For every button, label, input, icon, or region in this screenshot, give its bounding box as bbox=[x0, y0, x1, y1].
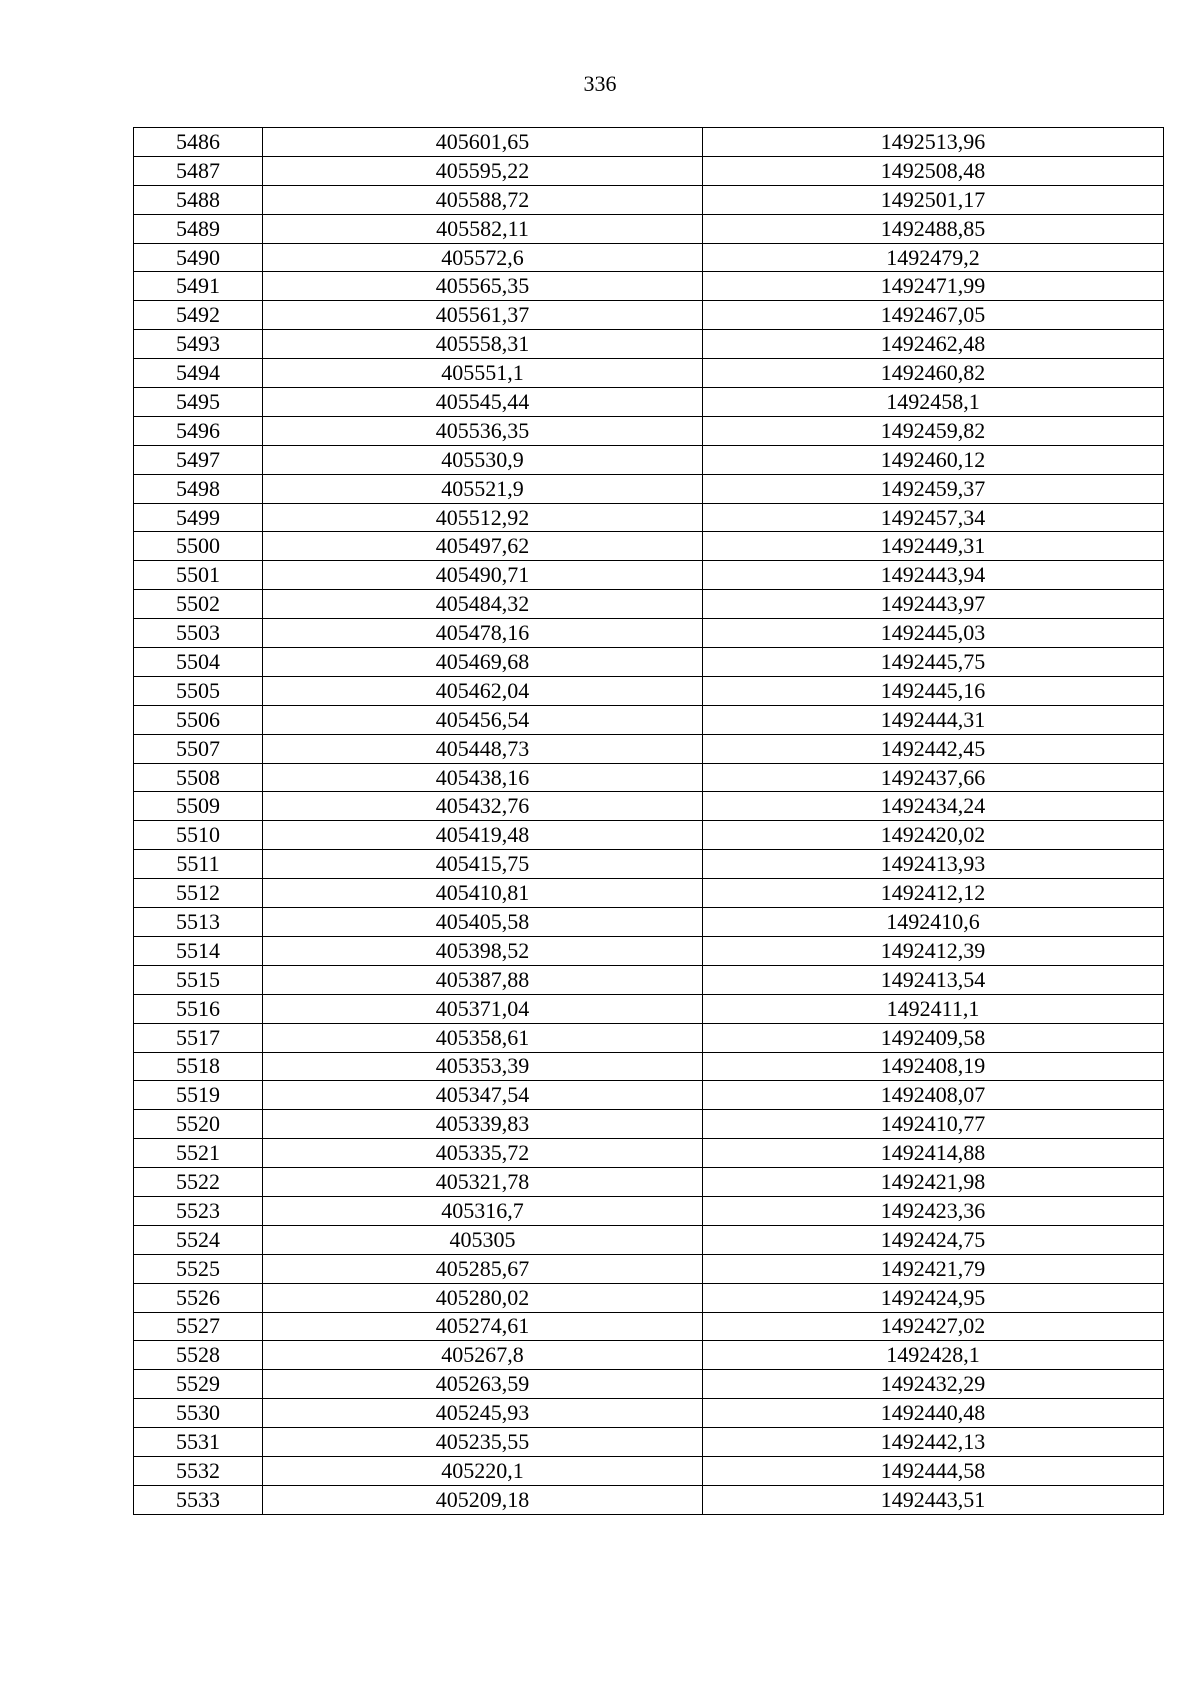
coordinate-y-cell: 1492408,07 bbox=[703, 1081, 1164, 1110]
table-row bbox=[134, 1110, 1164, 1139]
point-number-cell: 5502 bbox=[134, 590, 263, 619]
coordinate-x-cell: 405410,81 bbox=[263, 879, 703, 908]
point-number-cell: 5525 bbox=[134, 1254, 263, 1283]
point-number-cell: 5524 bbox=[134, 1225, 263, 1254]
coordinate-y-cell: 1492513,96 bbox=[703, 128, 1164, 157]
point-number-cell: 5490 bbox=[134, 243, 263, 272]
table-row bbox=[134, 272, 1164, 301]
point-number-cell: 5515 bbox=[134, 965, 263, 994]
coordinate-x-cell: 405490,71 bbox=[263, 561, 703, 590]
table-row bbox=[134, 965, 1164, 994]
coordinate-x-cell: 405595,22 bbox=[263, 156, 703, 185]
coordinate-x-cell: 405469,68 bbox=[263, 648, 703, 677]
coordinate-x-cell: 405536,35 bbox=[263, 416, 703, 445]
coordinate-x-cell: 405478,16 bbox=[263, 619, 703, 648]
point-number-cell: 5500 bbox=[134, 532, 263, 561]
table-row bbox=[134, 474, 1164, 503]
point-number-cell: 5508 bbox=[134, 763, 263, 792]
coordinate-y-cell: 1492479,2 bbox=[703, 243, 1164, 272]
coordinate-y-cell: 1492442,45 bbox=[703, 734, 1164, 763]
table-row bbox=[134, 619, 1164, 648]
coordinate-y-cell: 1492443,51 bbox=[703, 1485, 1164, 1514]
table-row bbox=[134, 156, 1164, 185]
point-number-cell: 5487 bbox=[134, 156, 263, 185]
point-number-cell: 5496 bbox=[134, 416, 263, 445]
table-row bbox=[134, 1456, 1164, 1485]
table-row bbox=[134, 1081, 1164, 1110]
table-row bbox=[134, 1052, 1164, 1081]
table-row bbox=[134, 330, 1164, 359]
point-number-cell: 5530 bbox=[134, 1399, 263, 1428]
coordinate-x-cell: 405235,55 bbox=[263, 1428, 703, 1457]
point-number-cell: 5504 bbox=[134, 648, 263, 677]
coordinate-y-cell: 1492440,48 bbox=[703, 1399, 1164, 1428]
point-number-cell: 5532 bbox=[134, 1456, 263, 1485]
coordinate-x-cell: 405438,16 bbox=[263, 763, 703, 792]
coordinate-y-cell: 1492462,48 bbox=[703, 330, 1164, 359]
table-row bbox=[134, 445, 1164, 474]
coordinate-x-cell: 405245,93 bbox=[263, 1399, 703, 1428]
coordinate-y-cell: 1492421,79 bbox=[703, 1254, 1164, 1283]
coordinate-x-cell: 405335,72 bbox=[263, 1139, 703, 1168]
coordinate-y-cell: 1492412,12 bbox=[703, 879, 1164, 908]
table-row bbox=[134, 763, 1164, 792]
coordinate-x-cell: 405316,7 bbox=[263, 1196, 703, 1225]
coordinate-x-cell: 405497,62 bbox=[263, 532, 703, 561]
point-number-cell: 5495 bbox=[134, 388, 263, 417]
coordinate-x-cell: 405601,65 bbox=[263, 128, 703, 157]
table-row bbox=[134, 388, 1164, 417]
coordinate-x-cell: 405339,83 bbox=[263, 1110, 703, 1139]
table-row bbox=[134, 1312, 1164, 1341]
point-number-cell: 5520 bbox=[134, 1110, 263, 1139]
point-number-cell: 5531 bbox=[134, 1428, 263, 1457]
coordinate-x-cell: 405432,76 bbox=[263, 792, 703, 821]
coordinate-x-cell: 405347,54 bbox=[263, 1081, 703, 1110]
point-number-cell: 5510 bbox=[134, 821, 263, 850]
table-row bbox=[134, 1428, 1164, 1457]
coordinate-y-cell: 1492459,82 bbox=[703, 416, 1164, 445]
table-row bbox=[134, 1168, 1164, 1197]
coordinate-x-cell: 405551,1 bbox=[263, 359, 703, 388]
coordinate-y-cell: 1492457,34 bbox=[703, 503, 1164, 532]
table-row bbox=[134, 936, 1164, 965]
table-row bbox=[134, 532, 1164, 561]
coordinate-y-cell: 1492445,16 bbox=[703, 676, 1164, 705]
table-row bbox=[134, 648, 1164, 677]
table-row bbox=[134, 590, 1164, 619]
point-number-cell: 5488 bbox=[134, 185, 263, 214]
coordinate-y-cell: 1492501,17 bbox=[703, 185, 1164, 214]
point-number-cell: 5526 bbox=[134, 1283, 263, 1312]
table-row bbox=[134, 503, 1164, 532]
point-number-cell: 5499 bbox=[134, 503, 263, 532]
coordinate-y-cell: 1492459,37 bbox=[703, 474, 1164, 503]
coordinate-x-cell: 405530,9 bbox=[263, 445, 703, 474]
point-number-cell: 5522 bbox=[134, 1168, 263, 1197]
coordinate-x-cell: 405565,35 bbox=[263, 272, 703, 301]
coordinate-y-cell: 1492443,94 bbox=[703, 561, 1164, 590]
point-number-cell: 5529 bbox=[134, 1370, 263, 1399]
table-row bbox=[134, 1341, 1164, 1370]
coordinate-x-cell: 405398,52 bbox=[263, 936, 703, 965]
table-row bbox=[134, 1196, 1164, 1225]
table-row bbox=[134, 1283, 1164, 1312]
point-number-cell: 5517 bbox=[134, 1023, 263, 1052]
coordinate-y-cell: 1492410,6 bbox=[703, 908, 1164, 937]
point-number-cell: 5528 bbox=[134, 1341, 263, 1370]
point-number-cell: 5489 bbox=[134, 214, 263, 243]
coordinate-x-cell: 405371,04 bbox=[263, 994, 703, 1023]
coordinate-x-cell: 405484,32 bbox=[263, 590, 703, 619]
coordinate-x-cell: 405305 bbox=[263, 1225, 703, 1254]
table-row bbox=[134, 1023, 1164, 1052]
point-number-cell: 5506 bbox=[134, 705, 263, 734]
page-number: 336 bbox=[583, 71, 617, 96]
table-row bbox=[134, 879, 1164, 908]
coordinate-y-cell: 1492424,95 bbox=[703, 1283, 1164, 1312]
table-row bbox=[134, 734, 1164, 763]
point-number-cell: 5516 bbox=[134, 994, 263, 1023]
coordinate-x-cell: 405561,37 bbox=[263, 301, 703, 330]
coordinate-x-cell: 405321,78 bbox=[263, 1168, 703, 1197]
coordinate-x-cell: 405415,75 bbox=[263, 850, 703, 879]
coordinate-y-cell: 1492437,66 bbox=[703, 763, 1164, 792]
point-number-cell: 5523 bbox=[134, 1196, 263, 1225]
point-number-cell: 5533 bbox=[134, 1485, 263, 1514]
coordinate-y-cell: 1492449,31 bbox=[703, 532, 1164, 561]
coordinate-y-cell: 1492413,54 bbox=[703, 965, 1164, 994]
point-number-cell: 5521 bbox=[134, 1139, 263, 1168]
point-number-cell: 5486 bbox=[134, 128, 263, 157]
point-number-cell: 5511 bbox=[134, 850, 263, 879]
point-number-cell: 5512 bbox=[134, 879, 263, 908]
coordinate-x-cell: 405405,58 bbox=[263, 908, 703, 937]
point-number-cell: 5509 bbox=[134, 792, 263, 821]
coordinate-x-cell: 405588,72 bbox=[263, 185, 703, 214]
coordinate-y-cell: 1492467,05 bbox=[703, 301, 1164, 330]
point-number-cell: 5513 bbox=[134, 908, 263, 937]
coordinate-y-cell: 1492408,19 bbox=[703, 1052, 1164, 1081]
coordinate-x-cell: 405358,61 bbox=[263, 1023, 703, 1052]
coordinate-y-cell: 1492471,99 bbox=[703, 272, 1164, 301]
table-row bbox=[134, 185, 1164, 214]
coordinate-y-cell: 1492411,1 bbox=[703, 994, 1164, 1023]
coordinate-x-cell: 405512,92 bbox=[263, 503, 703, 532]
coordinate-x-cell: 405448,73 bbox=[263, 734, 703, 763]
coordinate-y-cell: 1492428,1 bbox=[703, 1341, 1164, 1370]
table-row bbox=[134, 1399, 1164, 1428]
point-number-cell: 5494 bbox=[134, 359, 263, 388]
coordinate-y-cell: 1492423,36 bbox=[703, 1196, 1164, 1225]
point-number-cell: 5507 bbox=[134, 734, 263, 763]
coordinate-y-cell: 1492427,02 bbox=[703, 1312, 1164, 1341]
coordinate-x-cell: 405456,54 bbox=[263, 705, 703, 734]
table-row bbox=[134, 1254, 1164, 1283]
table-row bbox=[134, 908, 1164, 937]
table-row bbox=[134, 1370, 1164, 1399]
coordinate-x-cell: 405220,1 bbox=[263, 1456, 703, 1485]
coordinate-y-cell: 1492412,39 bbox=[703, 936, 1164, 965]
coordinate-y-cell: 1492409,58 bbox=[703, 1023, 1164, 1052]
point-number-cell: 5501 bbox=[134, 561, 263, 590]
table-row bbox=[134, 821, 1164, 850]
table-row bbox=[134, 850, 1164, 879]
table-row bbox=[134, 301, 1164, 330]
coordinate-y-cell: 1492421,98 bbox=[703, 1168, 1164, 1197]
point-number-cell: 5505 bbox=[134, 676, 263, 705]
coordinate-y-cell: 1492420,02 bbox=[703, 821, 1164, 850]
coordinate-x-cell: 405285,67 bbox=[263, 1254, 703, 1283]
coordinate-y-cell: 1492413,93 bbox=[703, 850, 1164, 879]
coordinate-x-cell: 405274,61 bbox=[263, 1312, 703, 1341]
table-row bbox=[134, 214, 1164, 243]
table-row bbox=[134, 994, 1164, 1023]
coordinate-x-cell: 405280,02 bbox=[263, 1283, 703, 1312]
coordinate-x-cell: 405582,11 bbox=[263, 214, 703, 243]
point-number-cell: 5518 bbox=[134, 1052, 263, 1081]
coordinate-x-cell: 405267,8 bbox=[263, 1341, 703, 1370]
table-row bbox=[134, 561, 1164, 590]
coordinate-y-cell: 1492458,1 bbox=[703, 388, 1164, 417]
coordinate-x-cell: 405521,9 bbox=[263, 474, 703, 503]
coordinate-x-cell: 405545,44 bbox=[263, 388, 703, 417]
coordinates-table-body bbox=[134, 128, 1164, 1515]
coordinate-y-cell: 1492442,13 bbox=[703, 1428, 1164, 1457]
coordinate-y-cell: 1492410,77 bbox=[703, 1110, 1164, 1139]
table-row bbox=[134, 676, 1164, 705]
point-number-cell: 5491 bbox=[134, 272, 263, 301]
coordinate-y-cell: 1492424,75 bbox=[703, 1225, 1164, 1254]
coordinate-y-cell: 1492508,48 bbox=[703, 156, 1164, 185]
coordinate-y-cell: 1492444,58 bbox=[703, 1456, 1164, 1485]
coordinate-x-cell: 405387,88 bbox=[263, 965, 703, 994]
table-row bbox=[134, 792, 1164, 821]
coordinate-y-cell: 1492488,85 bbox=[703, 214, 1164, 243]
point-number-cell: 5493 bbox=[134, 330, 263, 359]
coordinate-y-cell: 1492444,31 bbox=[703, 705, 1164, 734]
table-row bbox=[134, 1225, 1164, 1254]
coordinate-x-cell: 405462,04 bbox=[263, 676, 703, 705]
coordinate-x-cell: 405209,18 bbox=[263, 1485, 703, 1514]
coordinate-y-cell: 1492460,12 bbox=[703, 445, 1164, 474]
coordinates-table bbox=[133, 127, 1164, 1515]
point-number-cell: 5519 bbox=[134, 1081, 263, 1110]
table-row bbox=[134, 128, 1164, 157]
table-row bbox=[134, 705, 1164, 734]
point-number-cell: 5492 bbox=[134, 301, 263, 330]
coordinate-x-cell: 405263,59 bbox=[263, 1370, 703, 1399]
point-number-cell: 5527 bbox=[134, 1312, 263, 1341]
coordinate-y-cell: 1492460,82 bbox=[703, 359, 1164, 388]
coordinate-x-cell: 405353,39 bbox=[263, 1052, 703, 1081]
point-number-cell: 5503 bbox=[134, 619, 263, 648]
table-row bbox=[134, 1139, 1164, 1168]
coordinate-x-cell: 405419,48 bbox=[263, 821, 703, 850]
coordinate-y-cell: 1492445,03 bbox=[703, 619, 1164, 648]
coordinate-y-cell: 1492432,29 bbox=[703, 1370, 1164, 1399]
table-row bbox=[134, 1485, 1164, 1514]
coordinate-y-cell: 1492434,24 bbox=[703, 792, 1164, 821]
coordinate-y-cell: 1492414,88 bbox=[703, 1139, 1164, 1168]
coordinate-y-cell: 1492445,75 bbox=[703, 648, 1164, 677]
coordinate-y-cell: 1492443,97 bbox=[703, 590, 1164, 619]
table-row bbox=[134, 359, 1164, 388]
point-number-cell: 5514 bbox=[134, 936, 263, 965]
table-row bbox=[134, 243, 1164, 272]
point-number-cell: 5498 bbox=[134, 474, 263, 503]
coordinate-x-cell: 405558,31 bbox=[263, 330, 703, 359]
table-row bbox=[134, 416, 1164, 445]
coordinate-x-cell: 405572,6 bbox=[263, 243, 703, 272]
point-number-cell: 5497 bbox=[134, 445, 263, 474]
